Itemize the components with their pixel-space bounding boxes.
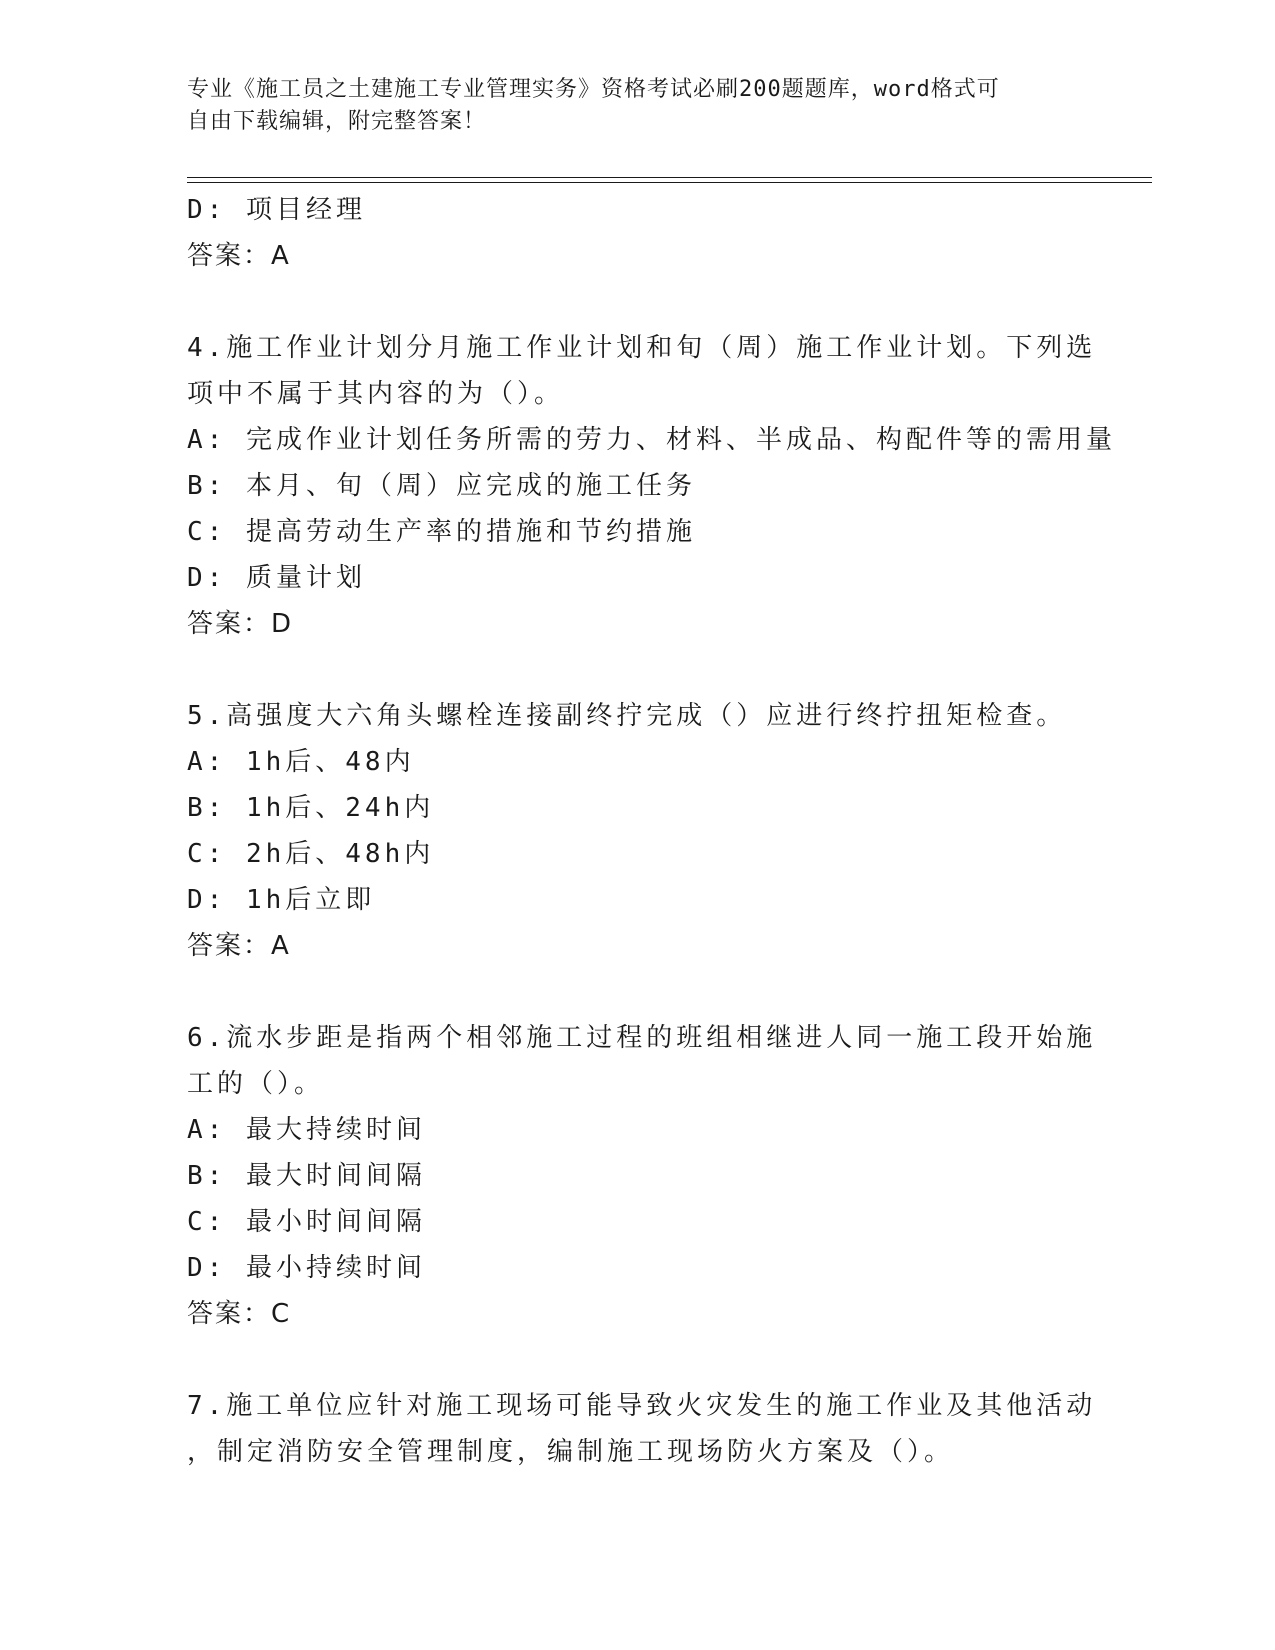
answer: 答案：C [187, 1299, 292, 1329]
question-stem-continued: 工的（）。 [187, 1069, 325, 1099]
option-c: C: 最小时间间隔 [187, 1207, 426, 1237]
option-d: D: 1h后立即 [187, 885, 376, 915]
question-4 [187, 325, 1116, 647]
header-line-1: 专业《施工员之土建施工专业管理实务》资格考试必刷200题题库，word格式可 [187, 77, 1000, 102]
spacer [187, 1337, 1087, 1383]
question-stem-continued: ，制定消防安全管理制度，编制施工现场防火方案及（）。 [187, 1437, 955, 1467]
document-body [187, 187, 1116, 1475]
answer: 答案：A [187, 241, 291, 271]
answer: 答案：D [187, 609, 294, 639]
header-divider-bottom [187, 182, 1152, 183]
question-stem: 4.施工作业计划分月施工作业计划和旬（周）施工作业计划。下列选 [187, 333, 1097, 363]
header-divider-top [187, 177, 1152, 178]
question-stem: 7.施工单位应针对施工现场可能导致火灾发生的施工作业及其他活动 [187, 1391, 1097, 1421]
option-a: A: 1h后、48内 [187, 747, 415, 777]
spacer [187, 969, 1087, 1015]
question-6 [187, 1015, 1097, 1337]
option-c: C: 提高劳动生产率的措施和节约措施 [187, 517, 696, 547]
question-3-tail [187, 187, 1087, 279]
option-a: A: 完成作业计划任务所需的劳力、材料、半成品、构配件等的需用量 [187, 425, 1116, 455]
option-d: D: 最小持续时间 [187, 1253, 426, 1283]
option-b: B: 本月、旬（周）应完成的施工任务 [187, 471, 696, 501]
spacer [187, 647, 1087, 693]
question-stem: 5.高强度大六角头螺栓连接副终拧完成（）应进行终拧扭矩检查。 [187, 701, 1067, 731]
option-b: B: 最大时间间隔 [187, 1161, 426, 1191]
option-a: A: 最大持续时间 [187, 1115, 426, 1145]
question-stem-continued: 项中不属于其内容的为（）。 [187, 379, 565, 409]
question-stem: 6.流水步距是指两个相邻施工过程的班组相继进人同一施工段开始施 [187, 1023, 1097, 1053]
header-line-2: 自由下载编辑，附完整答案！ [187, 109, 487, 134]
option-d: D: 质量计划 [187, 563, 366, 593]
spacer [187, 279, 1087, 325]
option-d: D: 项目经理 [187, 195, 366, 225]
question-5 [187, 693, 1087, 969]
question-7 [187, 1383, 1097, 1475]
option-c: C: 2h后、48h内 [187, 839, 435, 869]
document-header [187, 74, 1067, 138]
answer: 答案：A [187, 931, 291, 961]
option-b: B: 1h后、24h内 [187, 793, 435, 823]
